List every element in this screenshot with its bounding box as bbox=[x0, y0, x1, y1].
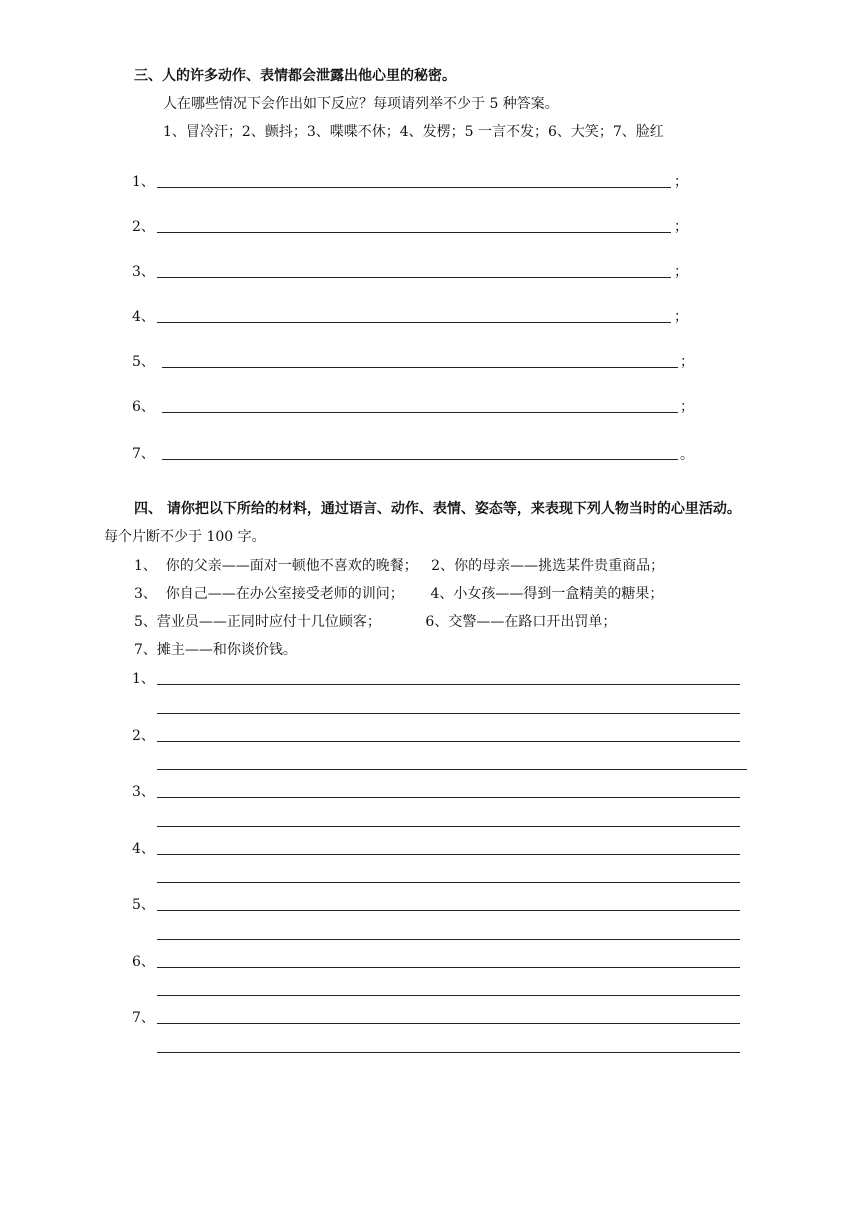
answer-end: ； bbox=[674, 219, 688, 235]
answer-line[interactable] bbox=[157, 797, 740, 798]
answer-line[interactable] bbox=[157, 769, 747, 770]
answer-label: 5、 bbox=[132, 354, 155, 370]
answer-line[interactable] bbox=[162, 459, 678, 460]
section4-material-line-4: 7、摊主——和你谈价钱。 bbox=[134, 642, 297, 658]
answer-line[interactable] bbox=[157, 1052, 740, 1053]
section3-items: 1、冒冷汗；2、颤抖；3、喋喋不休；4、发楞；5 一言不发；6、大笑；7、脸红 bbox=[163, 124, 664, 140]
answer-line[interactable] bbox=[157, 854, 740, 855]
answer-line[interactable] bbox=[162, 367, 678, 368]
answer-line[interactable] bbox=[157, 1023, 740, 1024]
answer-line[interactable] bbox=[157, 187, 671, 188]
answer-line[interactable] bbox=[157, 277, 671, 278]
answer-label: 5、 bbox=[132, 897, 155, 913]
answer-line[interactable] bbox=[157, 967, 740, 968]
answer-label: 7、 bbox=[132, 1010, 155, 1026]
section4-material-line-3: 5、营业员——正同时应付十几位顾客； 6、交警——在路口开出罚单； bbox=[134, 614, 617, 630]
answer-line[interactable] bbox=[157, 741, 740, 742]
answer-line[interactable] bbox=[157, 684, 740, 685]
answer-label: 6、 bbox=[132, 399, 155, 415]
answer-line[interactable] bbox=[157, 939, 740, 940]
answer-end: ； bbox=[674, 309, 688, 325]
answer-label: 4、 bbox=[132, 309, 155, 325]
answer-line[interactable] bbox=[157, 882, 740, 883]
answer-label: 4、 bbox=[132, 841, 155, 857]
answer-line[interactable] bbox=[162, 412, 678, 413]
section3-title: 三、人的许多动作、表情都会泄露出他心里的秘密。 bbox=[134, 68, 456, 84]
answer-end: ； bbox=[674, 174, 688, 190]
answer-label: 6、 bbox=[132, 954, 155, 970]
answer-end: ； bbox=[680, 354, 694, 370]
section4-material-line-1: 1、 你的父亲——面对一顿他不喜欢的晚餐； 2、你的母亲——挑选某件贵重商品； bbox=[134, 558, 665, 574]
answer-label: 2、 bbox=[132, 728, 155, 744]
answer-end: ； bbox=[680, 399, 694, 415]
answer-line[interactable] bbox=[157, 995, 740, 996]
section4-title: 四、 请你把以下所给的材料，通过语言、动作、表情、姿态等，来表现下列人物当时的心里活动。 bbox=[134, 501, 741, 517]
answer-label: 1、 bbox=[132, 671, 155, 687]
section4-material-line-2: 3、 你自己——在办公室接受老师的训问； 4、小女孩——得到一盒精美的糖果； bbox=[134, 586, 664, 602]
answer-label: 1、 bbox=[132, 174, 155, 190]
answer-label: 7、 bbox=[132, 446, 155, 462]
answer-label: 3、 bbox=[132, 784, 155, 800]
answer-line[interactable] bbox=[157, 713, 740, 714]
section3-instruction: 人在哪些情况下会作出如下反应？每项请列举不少于 5 种答案。 bbox=[163, 96, 559, 112]
section4-subtitle: 每个片断不少于 100 字。 bbox=[104, 529, 266, 545]
answer-end: 。 bbox=[680, 447, 694, 463]
answer-label: 3、 bbox=[132, 264, 155, 280]
answer-line[interactable] bbox=[157, 232, 671, 233]
answer-line[interactable] bbox=[157, 826, 740, 827]
answer-line[interactable] bbox=[157, 322, 671, 323]
answer-end: ； bbox=[674, 264, 688, 280]
answer-line[interactable] bbox=[157, 910, 740, 911]
answer-label: 2、 bbox=[132, 219, 155, 235]
